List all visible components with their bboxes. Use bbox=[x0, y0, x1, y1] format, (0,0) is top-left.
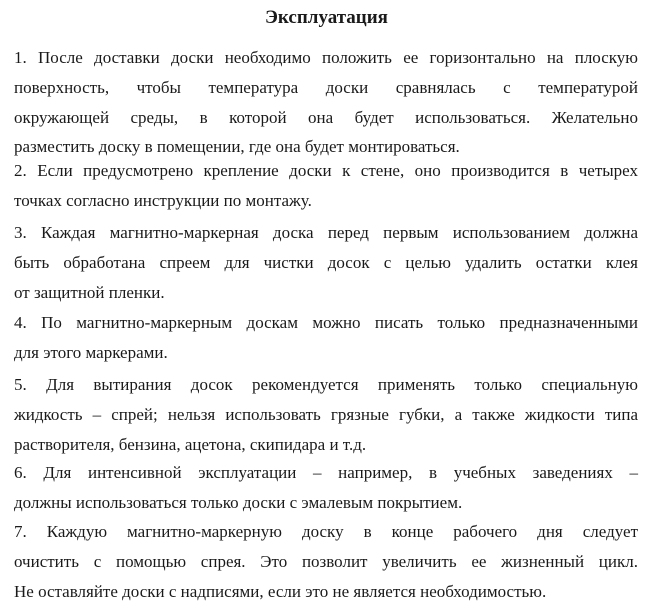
item-line: 3. Каждая магнитно-маркерная доска перед первым использованием должна bbox=[14, 223, 638, 242]
instruction-item-7 bbox=[14, 517, 638, 606]
item-line: 1. После доставки доски необходимо положить ее горизонтально на плоскую bbox=[14, 48, 638, 67]
instruction-item-5 bbox=[14, 370, 638, 459]
item-line: окружающей среды, в которой она будет использоваться. Желательно bbox=[14, 107, 638, 127]
item-line: разместить доску в помещении, где она будет монтироваться. bbox=[14, 137, 460, 157]
instruction-item-4 bbox=[14, 308, 638, 368]
item-line: 6. Для интенсивной эксплуатации – например, в учебных заведениях – bbox=[14, 463, 638, 482]
item-line: Не оставляйте доски с надписями, если это не является необходимостью. bbox=[14, 581, 547, 601]
item-line: от защитной пленки. bbox=[14, 282, 165, 302]
item-line: 5. Для вытирания досок рекомендуется применять только специальную bbox=[14, 375, 638, 394]
document-title: Эксплуатация bbox=[265, 7, 388, 28]
item-line: растворителя, бензина, ацетона, скипидара и т.д. bbox=[14, 434, 367, 454]
item-line: 4. По магнитно-маркерным доскам можно писать только предназначенными bbox=[14, 313, 638, 332]
item-line: точках согласно инструкции по монтажу. bbox=[14, 190, 312, 210]
item-line: поверхность, чтобы температура доски сравнялась с температурой bbox=[14, 77, 638, 97]
instruction-item-3 bbox=[14, 218, 638, 307]
item-line: 7. Каждую магнитно-маркерную доску в конце рабочего дня следует bbox=[14, 522, 638, 541]
item-line: 2. Если предусмотрено крепление доски к стене, оно производится в четырех bbox=[14, 161, 638, 180]
item-line: жидкость – спрей; нельзя использовать грязные губки, а также жидкости типа bbox=[14, 404, 638, 424]
item-line: быть обработана спреем для чистки досок с целью удалить остатки клея bbox=[14, 252, 638, 272]
instruction-item-2 bbox=[14, 156, 638, 216]
instruction-item-6 bbox=[14, 458, 638, 518]
instruction-item-1 bbox=[14, 43, 638, 162]
item-line: для этого маркерами. bbox=[14, 342, 168, 362]
item-line: очистить с помощью спрея. Это позволит увеличить ее жизненный цикл. bbox=[14, 551, 638, 571]
item-line: должны использоваться только доски с эмалевым покрытием. bbox=[14, 492, 463, 512]
